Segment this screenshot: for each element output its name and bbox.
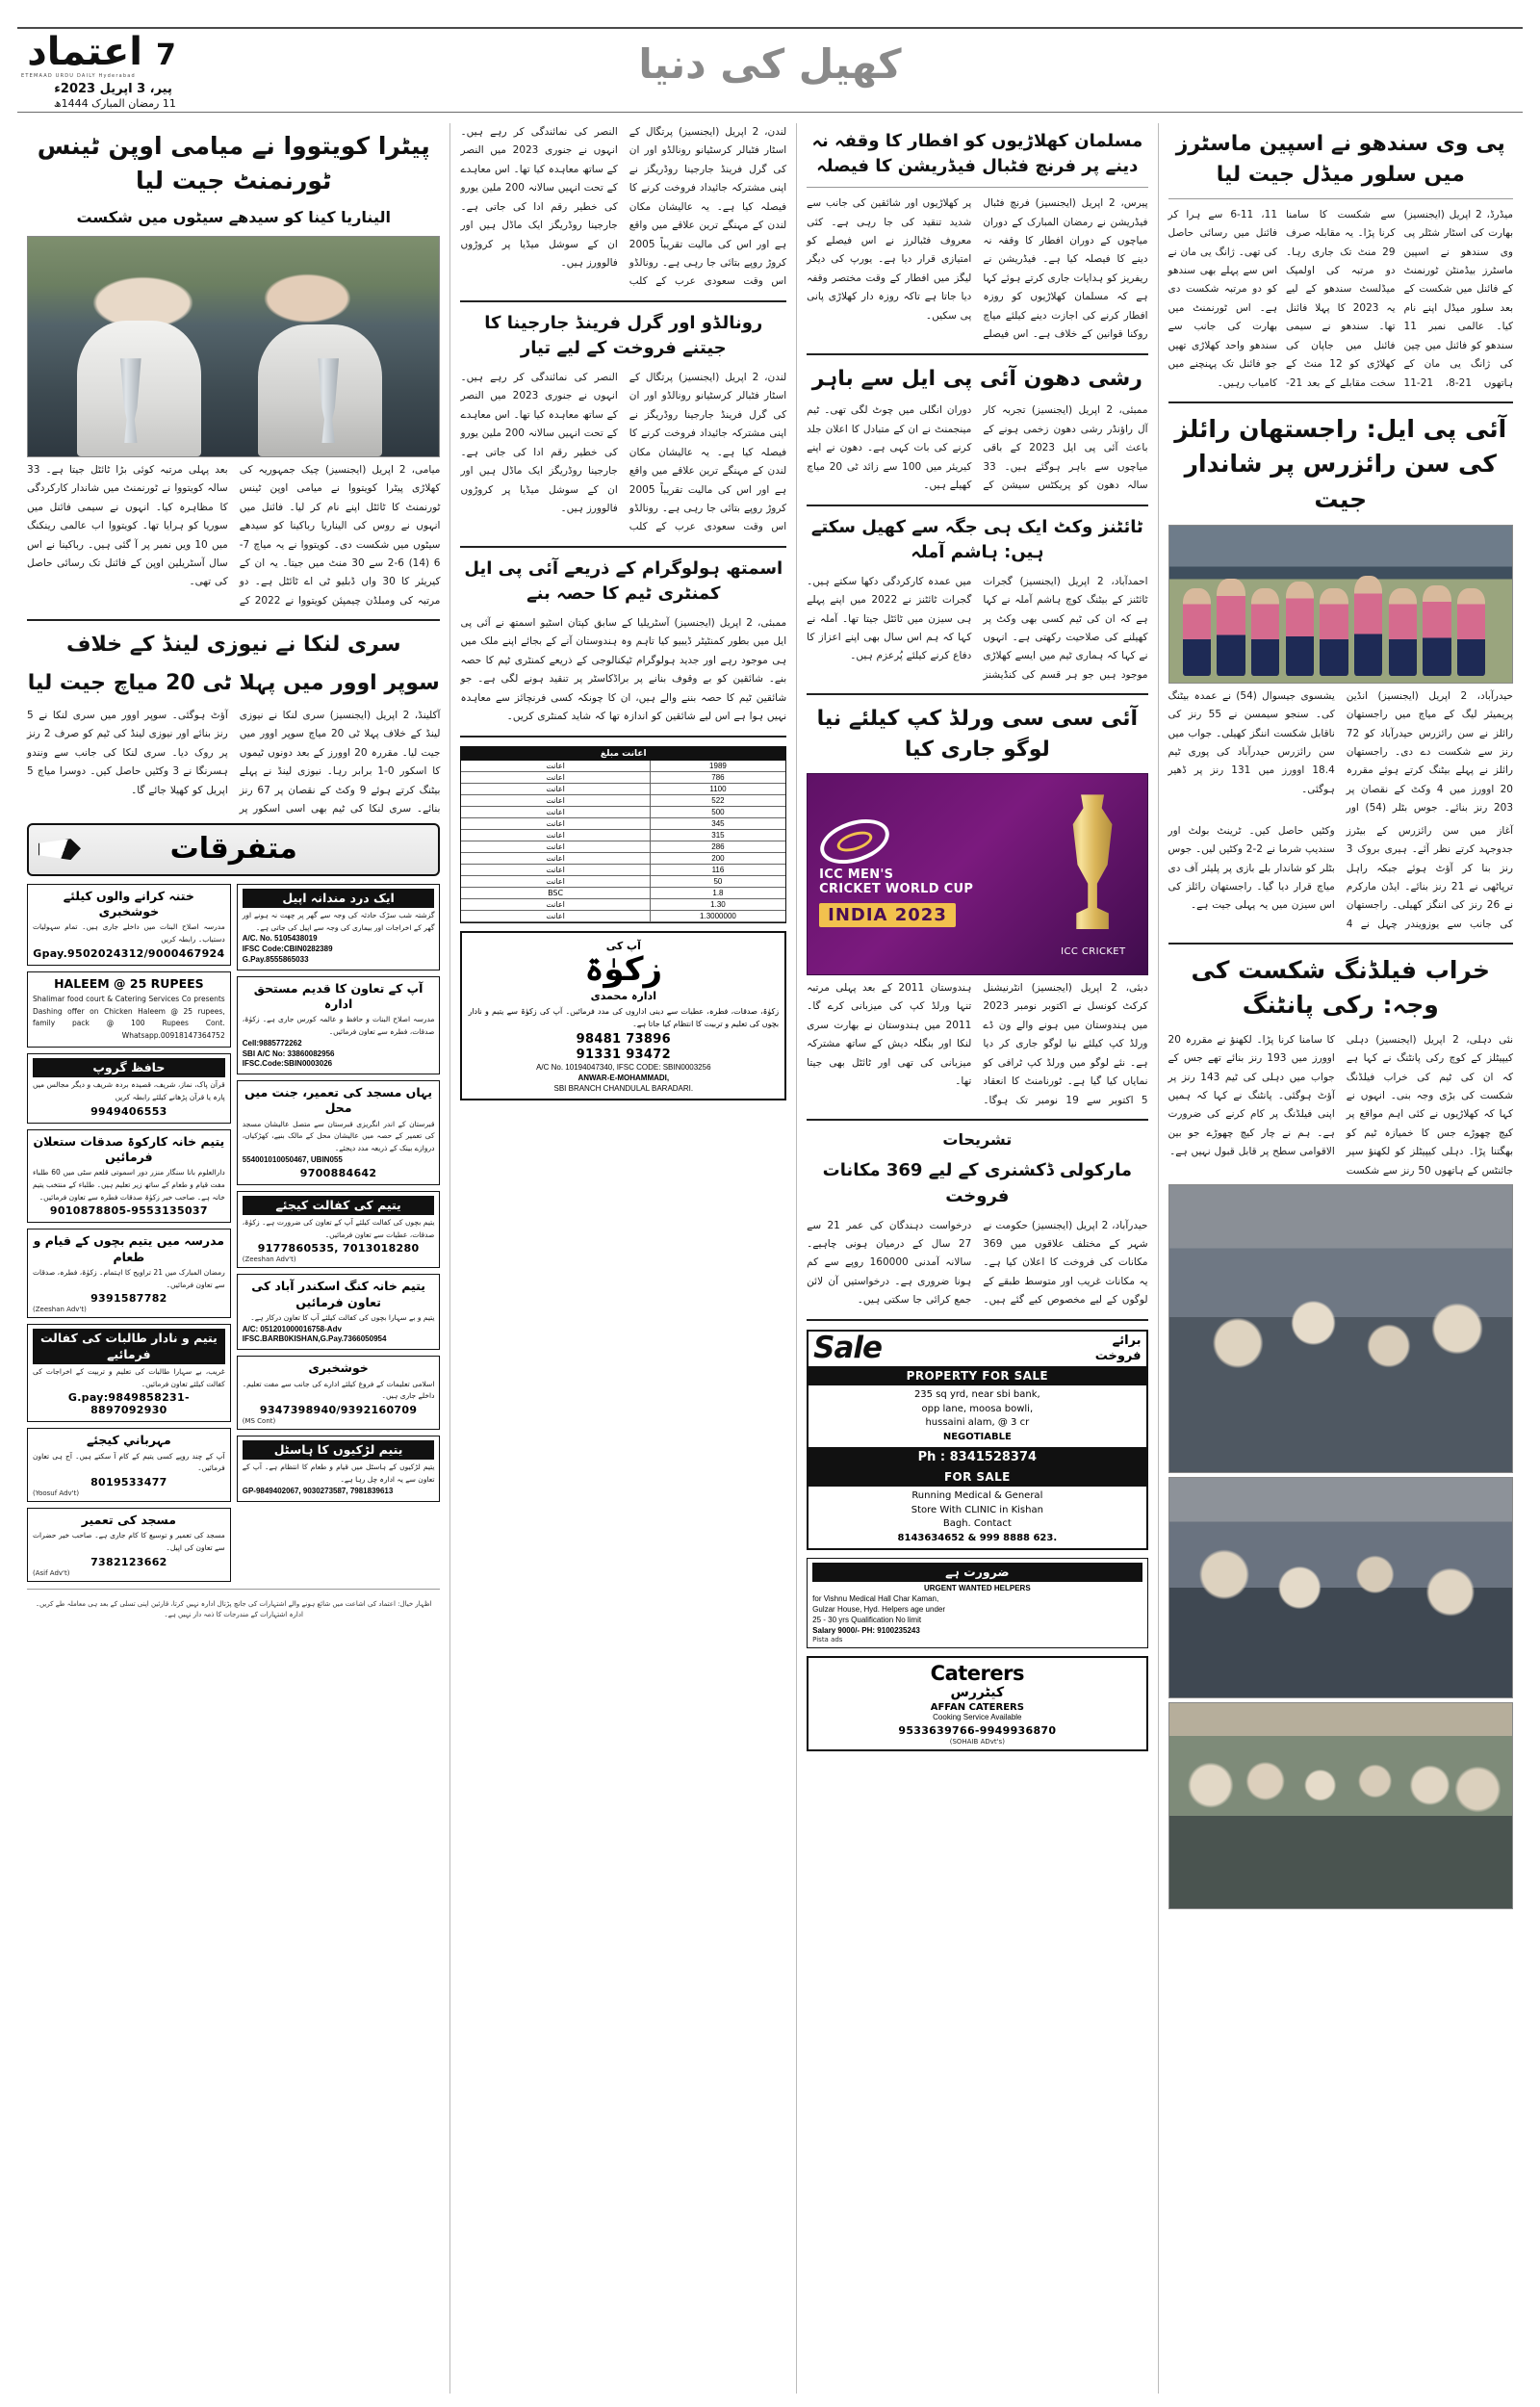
sale-detail-2: opp lane, moosa bowli, (921, 1403, 1034, 1414)
sale-phone[interactable]: Ph : 8341528374 (808, 1447, 1145, 1467)
article-french-football-iftar (807, 194, 1147, 344)
zakat-sub-label: آپ کی (605, 939, 641, 952)
donation-row (461, 795, 785, 807)
trophy-icon-right (312, 358, 345, 443)
donation-row (461, 888, 785, 899)
article-body: لندن، 2 اپریل (ایجنسیز) پرتگال کے اسٹار فٹبالر کرسٹیانو رونالڈو اور ان کی گرل فرینڈ جارجینا روڈریگز نے اپنی مشترکہ جائیداد فروخت کرنے کا فیصلہ کیا ہے۔ یہ عالیشان مکان لندن کے مہنگے ترین علاقے میں واقع ہے اور اس کی مالیت تقریباً 2005 کروڑ روپے بتائی جا رہی ہے۔ رونالڈو اس وقت سعودی عرب کے کلب النصر کی نمائندگی کر رہے ہیں۔ انہوں نے جنوری 2023 میں النصر کے ساتھ معاہدہ کیا تھا۔ اس معاہدے کے تحت انہیں سالانہ 200 ملین یورو کی خطیر رقم ادا کی جاتی ہے۔ جارجینا روڈریگز ایک ماڈل ہیں اور ان کے سوشل میڈیا پر کروڑوں فالوورز ہیں۔ (460, 371, 787, 533)
donation-label: اعانت (546, 876, 565, 886)
icc-line-1: ICC MEN'S (819, 867, 894, 883)
disclaimer-note: اظہار خیال: اعتماد کی اشاعت میں شائع ہونے والے اشتہارات کی جانچ پڑتال ادارہ نہیں کرتا، قارئین اپنی تسلی کے بعد ہی معاملہ طے کریں۔ ادارہ اشتہارات کے مندرجات کا ذمہ دار نہیں ہے۔ (35, 1599, 432, 1619)
classified-ads-column-a (237, 884, 441, 1582)
caterers-brand: AFFAN CATERERS (930, 1702, 1024, 1714)
classified-ad[interactable] (237, 884, 441, 971)
classified-ad-phone[interactable]: 7382123662 (90, 1555, 167, 1568)
classified-ad-body: غریب، بے سہارا طالبات کی تعلیم و تربیت کے اخراجات کی کفالت کیلئے تعاون فرمائیں۔ (33, 1366, 225, 1388)
classified-ad-phone[interactable]: 8019533477 (90, 1476, 167, 1489)
headline-houses-for-sale: مارکولی ڈکشنری کے لیے 369 مکانات فروخت (822, 1160, 1133, 1206)
classified-ad-title: یتیم و نادار طالبات کی کفالت فرمائیے (33, 1329, 225, 1364)
photo-kvitova-trophy (27, 236, 440, 457)
classified-ad-title: ایک درد مندانہ اپیل (243, 889, 435, 908)
caterers-phone[interactable]: 9533639766-9949936870 (898, 1724, 1057, 1738)
column-mid-left (450, 123, 797, 2394)
rule (460, 300, 786, 302)
classified-ad-body: قبرستان کے اندر انگریزی قبرستان سے متصل عالیشان مسجد کی تعمیر کے حصہ میں عالیشان محل کے مالک بنیے، کھڑکیاں، دروازے بینک کے ذریعہ مدد دیجئے۔ (242, 1119, 435, 1153)
donation-label: اعانت (546, 841, 565, 851)
article-ronaldo-property (460, 369, 786, 537)
article-body: احمدآباد، 2 اپریل (ایجنسیز) گجرات ٹائٹنز کے بیٹنگ کوچ ہاشم آملہ نے کہا ہے کہ ان کی ٹیم کسی بھی وکٹ پر کھیلنے کی صلاحیت رکھتی ہے۔ انہوں نے کہا کہ ہماری ٹیم میں ایسے کھلاڑی موجود ہیں جو ہر قسم کی کنڈیشنز میں عمدہ کارکردگی دکھا سکتے ہیں۔ گجرات ٹائٹنز نے 2022 میں اپنے پہلے ہی سیزن میں ٹائٹل جیتا تھا۔ آملہ نے کہا کہ ہم اس سال بھی اپنے اعزاز کا دفاع کرنے کیلئے پُرعزم ہیں۔ (807, 575, 1148, 681)
classified-ad-body: قرآن پاک، نماز، شریف، قصیدہ بردہ شریف و دیگر مجالس میں پارہ یا قرآن پڑھانے کیلئے رابطہ کریں (33, 1080, 225, 1101)
page-content (17, 123, 1523, 2394)
article-sindhu-silver (1168, 206, 1513, 393)
donation-amount-table (460, 746, 786, 923)
classified-ad[interactable] (237, 1080, 441, 1185)
article-srilanka-superover (27, 707, 440, 819)
article-body: نئی دہلی، 2 اپریل (ایجنسیز) دہلی کیپیٹلز کے کوچ رکی پانٹنگ نے کہا ہے کہ ان کی ٹیم کی خراب فیلڈنگ شکست کی بڑی وجہ بنی۔ انہوں نے کہا کہ کھلاڑیوں نے کئی اہم مواقع پر کیچ چھوڑے جس کا خمیازہ ٹیم کو بھگتنا پڑا۔ دہلی کیپیٹلز کو لکھنؤ سپر جائنٹس کے ہاتھوں 50 رنز سے شکست کا سامنا کرنا پڑا۔ لکھنؤ نے مقررہ 20 اوورز میں 193 رنز بنائے تھے جس کے جواب میں دہلی کی ٹیم 143 رنز پر آؤٹ ہوگئی۔ پانٹنگ نے کہا کہ ہمیں اپنی فیلڈنگ پر کام کرنے کی ضرورت ہے۔ ہم نے چار کیچ چھوڑے جو بین الاقوامی سطح پر قابل قبول نہیں ہے۔ (1168, 1033, 1513, 1177)
sale-word: Sale (813, 1331, 883, 1366)
ad-property-for-sale[interactable] (807, 1330, 1147, 1551)
classified-section-header (27, 823, 440, 876)
classified-ad-title: یتیم لڑکیوں کا ہاسٹل (243, 1440, 435, 1460)
column-far-left (17, 123, 450, 2394)
article-ponting-fielding (1168, 1031, 1513, 1180)
photo-group-portrait (1168, 1702, 1513, 1909)
article-body: آکلینڈ، 2 اپریل (ایجنسیز) سری لنکا نے نیوزی لینڈ کے خلاف پہلا ٹی 20 میاچ سوپر اوور میں جیت لیا۔ مقررہ 20 اوورز کے بعد دونوں ٹیموں کا اسکور 0-1 برابر رہا۔ نیوزی لینڈ نے پہلے بیٹنگ کرتے ہوئے 9 وکٹ کے نقصان پر 67 رنز بنائے۔ سری لنکا کی ٹیم بھی اسی اسکور پر آؤٹ ہوگئی۔ سوپر اوور میں سری لنکا نے 5 رنز بنائے اور نیوزی لینڈ کی ٹیم کو صرف 2 رنز پر روک دیا۔ سری لنکا کی جانب سے ونندو ہسرنگا نے 3 وکٹیں حاصل کیں۔ دوسرا میاچ 5 اپریل کو کھیلا جائے گا۔ (27, 710, 441, 815)
article-titans-amla (807, 573, 1147, 686)
article-ipl-rajasthan-part1 (1168, 687, 1513, 818)
classified-ad-body: اسلامی تعلیمات کے فروغ کیلئے ادارے کی جانب سے مفت تعلیم۔ داخلے جاری ہیں۔ (242, 1379, 435, 1401)
classified-ad[interactable] (27, 1129, 231, 1224)
classified-ad-body: یتیم و بے سہارا بچوں کی کفالت کیلئے آپ کا تعاون درکار ہے۔ (250, 1312, 435, 1322)
article-body: لندن، 2 اپریل (ایجنسیز) پرتگال کے اسٹار فٹبالر کرسٹیانو رونالڈو اور ان کی گرل فرینڈ جارجینا روڈریگز نے اپنی مشترکہ جائیداد فروخت کرنے کا فیصلہ کیا ہے۔ یہ عالیشان مکان لندن کے مہنگے ترین علاقے میں واقع ہے اور اس کی مالیت تقریباً 2005 کروڑ روپے بتائی جا رہی ہے۔ رونالڈو اس وقت سعودی عرب کے کلب النصر کی نمائندگی کر رہے ہیں۔ انہوں نے جنوری 2023 میں النصر کے ساتھ معاہدہ کیا تھا۔ اس معاہدے کے تحت انہیں سالانہ 200 ملین یورو کی خطیر رقم ادا کی جاتی ہے۔ جارجینا روڈریگز ایک ماڈل ہیں اور ان کے سوشل میڈیا پر کروڑوں فالوورز ہیں۔ (460, 126, 787, 288)
donation-amount: 1100 (650, 784, 785, 794)
ad-zakat-anwar-e-mohammadi[interactable] (460, 931, 786, 1101)
classified-ad[interactable] (27, 1428, 231, 1502)
classified-ad-title: مہرباني کیجئے (86, 1433, 171, 1448)
classified-ad[interactable] (27, 884, 231, 966)
helpers-ad-sign: Pista ads (812, 1636, 843, 1644)
classified-ad-signature: (Asif Adv't) (33, 1568, 70, 1577)
classified-ad-phone[interactable]: 9949406553 (90, 1104, 167, 1118)
classified-ad-title: یتیم کی کفالت کیجئے (243, 1196, 435, 1215)
classified-ad-body: گزشتہ شب سڑک حادثہ کی وجہ سے گھر پر چھت نہ ہونے اور گھر کے اخراجات اور بیماری کی وجہ سے اپیل کی جاتی ہے۔ (242, 910, 435, 932)
rule (807, 693, 1147, 695)
section-title: کھیل کی دنیا (638, 40, 902, 88)
donation-amount: 345 (650, 818, 785, 829)
rule (27, 1589, 440, 1590)
caterers-urdu: کیٹررس (950, 1685, 1005, 1701)
headline-srilanka-superover-line2: سوپر اوور میں پہلا ٹی 20 میاچ جیت لیا (27, 671, 440, 696)
classified-ad-phone[interactable]: Gpay.9502024312/9000467924 (33, 946, 225, 960)
classified-ad[interactable] (237, 1191, 441, 1269)
article-body: حیدرآباد، 2 اپریل (ایجنسیز) انڈین پریمیئر لیگ کے میاچ میں راجستھان رائلز نے سن رائزرس حیدرآباد کو 72 رنز سے شکست دے دی۔ راجستھان رائلز نے پہلے بیٹنگ کرتے ہوئے مقررہ 20 اوورز میں 4 وکٹ کے نقصان پر 203 رنز بنائے۔ جوس بٹلر (54) اور یشسوی جیسوال (54) نے عمدہ بیٹنگ کی۔ سنجو سیمسن نے 55 رنز کی ناقابل شکست اننگز کھیلی۔ جواب میں سن رائزرس حیدرآباد کی پوری ٹیم 18.4 اوورز میں 131 رنز پر ڈھیر ہوگئی۔ (1168, 689, 1513, 815)
classified-ad-account-line: A/C: 051201000016758-Adv (242, 1324, 342, 1333)
donation-amount: 200 (650, 853, 785, 864)
icc-trophy-wrap (996, 784, 1135, 965)
donation-row (461, 911, 785, 922)
classified-ad-signature: (MS Cont) (242, 1417, 276, 1425)
ad-affan-caterers[interactable] (807, 1656, 1147, 1751)
icc-badge-india: INDIA 2023 (819, 903, 956, 927)
helpers-ad-line3: 25 - 30 yrs Qualification No limit (812, 1615, 922, 1624)
headline-ipl-rajasthan: آئی پی ایل: راجستھان رائلز کی سن رائزرس پر شاندار جیت (1174, 415, 1507, 513)
classified-ad-account-line: IFSC Code:CBIN0282389 (242, 945, 333, 954)
classified-ad-body: Shalimar food court & Catering Services Co presents Dashing offer on Chicken Haleem @ 25 rupees, family pack @ 100 Rupees Cont. Whatsapp.00918147364752 (33, 994, 225, 1041)
headline-ponting-fielding: خراب فیلڈنگ شکست کی وجہ: رکی پانٹنگ (1191, 956, 1490, 1020)
article-body: حیدرآباد، 2 اپریل (ایجنسیز) حکومت نے شہر کے مختلف علاقوں میں 369 مکانات کی فروخت کا اعلان کیا ہے۔ یہ مکانات غریب اور متوسط طبقے کے لوگوں کے لیے مخصوص کیے گئے ہیں۔ درخواست دہندگان کی عمر 21 سے 27 سال کے درمیان ہونی چاہیے۔ سالانہ آمدنی 160000 روپے سے کم ہونا ضروری ہے۔ درخواستیں آن لائن جمع کرائی جا سکتی ہیں۔ (807, 1219, 1148, 1307)
donation-amount: 286 (650, 841, 785, 852)
classified-ad-phone[interactable]: 9347398940/9392160709 (259, 1404, 418, 1416)
classified-ad-account-line: SBI A/C No: 33860082956 (242, 1048, 335, 1058)
helpers-ad-urdu-title: ضرورت ہے (812, 1563, 1142, 1582)
headline-kvitova-miami-open: پیٹرا کویتووا نے میامی اوپن ٹینس ٹورنمنٹ جیت لیا (37, 132, 430, 195)
rule (1168, 198, 1513, 199)
classified-ad-title: مدرسہ میں یتیم بچوں کے قیام و طعام (33, 1233, 225, 1264)
classified-ad-account-line: G.Pay.8555865033 (242, 954, 309, 964)
icc-logo-icon (814, 812, 894, 872)
sale2-detail-1: Running Medical & General (911, 1490, 1043, 1502)
classified-ad-body: مسجد کی تعمیر و توسیع کا کام جاری ہے۔ صاحب خیر حضرات سے تعاون کی اپیل۔ (33, 1531, 225, 1553)
masthead (0, 27, 1540, 114)
sale-detail-4: NEGOTIABLE (942, 1431, 1012, 1442)
sale-detail-1: 235 sq yrd, near sbi bank, (913, 1389, 1040, 1401)
caterers-line1: Cooking Service Available (933, 1713, 1022, 1722)
article-smith-hologram (460, 614, 786, 727)
sale-bar-property: PROPERTY FOR SALE (808, 1366, 1145, 1385)
classified-ad-account-line: Cell:9885772262 (242, 1038, 302, 1048)
zakat-phone-1[interactable]: 98481 73896 (576, 1032, 671, 1048)
rule (807, 187, 1147, 188)
rule (807, 353, 1147, 355)
sale-detail-3: hussaini alam, @ 3 cr (925, 1417, 1030, 1429)
classified-ad-body: آپ کے چند روپے کسی یتیم کے کام آ سکتے ہیں۔ آج ہی تعاون فرمائیں۔ (33, 1451, 225, 1473)
headline-sindhu-silver: پی وی سندھو نے اسپین ماسٹرز میں سلور میڈل جیت لیا (1175, 132, 1505, 187)
classified-ad-title: یہاں مسجد کی تعمیر، جنت میں محل (244, 1085, 433, 1116)
donation-row (461, 841, 785, 853)
classified-ad-body: رمضان المبارک میں 21 تراویح کا اہتمام۔ زکوٰۃ، فطرہ، صدقات سے تعاون فرمائیں۔ (33, 1267, 225, 1289)
photo-gathering-1 (1168, 1184, 1513, 1473)
donation-label: اعانت (546, 772, 565, 782)
classified-ad-account-line: 554001010050467, UBIN055 (242, 1154, 343, 1164)
rule (27, 619, 440, 621)
classified-ad[interactable] (27, 1229, 231, 1318)
classified-ad-signature: (Zeeshan Adv't) (242, 1255, 296, 1264)
classified-ad-title: مسجد کی تعمیر (81, 1513, 177, 1528)
article-body: دبئی، 2 اپریل (ایجنسیز) انٹرنیشنل کرکٹ کونسل نے اکتوبر نومبر 2023 میں ہندوستان میں ہونے والے ون ڈے ورلڈ کپ کیلئے نیا لوگو جاری کر دیا ہے۔ نئے لوگو میں ورلڈ کپ ٹرافی کو نمایاں کیا گیا ہے۔ ٹورنامنٹ کا انعقاد 5 اکتوبر سے 19 نومبر تک ہوگا۔ ہندوستان 2011 کے بعد پہلی مرتبہ تنہا ورلڈ کپ کی میزبانی کرے گا۔ 2011 میں ہندوستان نے بھارت سری لنکا اور بنگلہ دیش کے ساتھ مشترکہ میزبانی کی تھی اور ٹائٹل بھی جیتا تھا۔ (807, 982, 1148, 1106)
donation-row (461, 772, 785, 784)
donation-row (461, 761, 785, 772)
classified-ad-signature: (Yoosuf Adv't) (33, 1489, 80, 1498)
sale2-detail-3: Bagh. Contact (942, 1518, 1012, 1530)
publication-subtitle: ETEMAAD URDU DAILY Hyderabad (21, 73, 136, 79)
publication-logo: اعتماد (27, 30, 142, 74)
classified-ad-account-line: IFSC.BARB0KISHAN,G.Pay.7366050954 (242, 1334, 387, 1344)
masthead-bottom-rule (17, 112, 1523, 113)
icc-world-cup-banner (807, 773, 1147, 975)
classified-ad-body: مدرسہ اصلاح البنات میں داخلے جاری ہیں۔ تمام سہولیات دستیاب۔ رابطہ کریں (33, 922, 225, 944)
helpers-ad-heading: URGENT WANTED HELPERS (924, 1584, 1031, 1593)
zakat-account: A/C No. 10194047340, IFSC CODE: SBIN0003256 (536, 1063, 711, 1073)
donation-amount: 1.8 (650, 888, 785, 898)
donation-label: اعانت (546, 865, 565, 874)
zakat-branch: SBI BRANCH CHANDULAL BARADARI. (553, 1083, 694, 1093)
article-body: پیرس، 2 اپریل (ایجنسیز) فرنچ فٹبال فیڈریشن نے رمضان المبارک کے دوران میاچوں کے دوران افطار کا وقفہ نہ دینے کا فیصلہ کیا ہے۔ فیڈریشن نے ریفریز کو ہدایات جاری کرتے ہوئے کہا ہے کہ مسلمان کھلاڑیوں کو روزہ افطار کرنے کی اجازت دینے کیلئے میاچ روکنا قوانین کے خلاف ہے۔ اس فیصلے پر کھلاڑیوں اور شائقین کی جانب سے شدید تنقید کی جا رہی ہے۔ کئی معروف فٹبالرز نے اس فیصلے کو امتیازی قرار دیا ہے۔ یورپ کی دیگر لیگز میں افطار کے وقت مختصر وقفہ دیا جاتا ہے تاکہ روزہ دار کھلاڑی پانی پی سکیں۔ (807, 197, 1148, 341)
donation-label: اعانت (546, 818, 565, 828)
page-number: 7 (156, 39, 176, 72)
donation-label: اعانت (546, 784, 565, 793)
article-kvitova-miami-open (27, 461, 440, 610)
classified-ad-body: یتیم بچوں کی کفالت کیلئے آپ کے تعاون کی ضرورت ہے۔ زکوٰۃ، صدقات، عطیات سے تعاون فرمائیں۔ (242, 1217, 435, 1239)
trophy-icon (1064, 794, 1121, 929)
article-continued-top (460, 123, 786, 292)
article-body: آغاز میں سن رائزرس کے بیٹرز جدوجہد کرتے نظر آئے۔ ہیری بروک 3 رنز بنا کر آؤٹ ہوئے جبکہ راہل ترپاٹھی نے 21 رنز بنائے۔ ایڈن مارکرم نے 26 رنز کی اننگز کھیلی۔ راجستھان کی جانب سے یوزویندر چہل نے 4 وکٹیں حاصل کیں۔ ٹرینٹ بولٹ اور سندیپ شرما نے 2-2 وکٹیں لیں۔ جوس بٹلر کو شاندار بلے بازی پر پلیئر آف دی میاچ قرار دیا گیا۔ راجستھان رائلز کی اس سیزن میں یہ پہلی جیت ہے۔ (1168, 824, 1513, 930)
sale-details-2 (808, 1487, 1145, 1548)
article-houses-for-sale (807, 1217, 1147, 1310)
donation-label: BSC (548, 888, 564, 897)
donation-amount: 522 (650, 795, 785, 806)
donation-label: اعانت (546, 807, 565, 816)
donation-amount: 1.3000000 (650, 911, 785, 921)
article-body: ممبئی، 2 اپریل (ایجنسیز) تجربہ کار آل راؤنڈر رشی دھون زخمی ہونے کے باعث آئی پی ایل 2023 کے باقی میاچوں سے باہر ہوگئے ہیں۔ 33 سالہ دھون کو پریکٹس سیشن کے دوران انگلی میں چوٹ لگی تھی۔ ٹیم مینجمنٹ نے ان کے متبادل کا اعلان جلد کرنے کی بات کہی ہے۔ دھون نے اپنے کیریئر میں 100 سے زائد ٹی 20 میاچ کھیلے ہیں۔ (807, 404, 1148, 492)
sale-details (808, 1385, 1145, 1447)
donation-amount: 315 (650, 830, 785, 841)
sale-bar-forsale: FOR SALE (808, 1467, 1145, 1487)
article-rishi-dhawan-out (807, 401, 1147, 495)
classified-ad-title: خوشخبری (308, 1360, 369, 1376)
icc-banner-text (819, 821, 984, 927)
article-body: میامی، 2 اپریل (ایجنسیز) چیک جمہوریہ کی کھلاڑی پیٹرا کویتووا نے میامی اوپن ٹینس ٹورنمنٹ کا ٹائٹل اپنے نام کر لیا۔ فائنل میں انہوں نے روس کی الیناریا رباکینا کو سیدھے سیٹوں میں شکست دی۔ کویتووا نے یہ میاچ 7-6 (14) 6-2 سے 30 منٹ میں جیتا۔ یہ ان کے کیریئر کا 30 واں ڈبلیو ٹی اے ٹائٹل ہے۔ دو مرتبہ کی ومبلڈن چیمپئن کویتووا نے 2022 کے بعد پہلی مرتبہ کوئی بڑا ٹائٹل جیتا ہے۔ 33 سالہ کویتووا نے ٹورنمنٹ میں شاندار کارکردگی کا مظاہرہ کیا۔ انہوں نے سیمی فائنل میں سوریا کو ہرایا تھا۔ کویتووا اب عالمی رینکنگ میں 10 ویں نمبر پر آ گئی ہیں۔ رباکینا نے اس سال آسٹریلین اوپن کے فائنل تک رسائی حاصل کی تھی۔ (27, 463, 441, 607)
rule (1168, 943, 1513, 945)
sale-urdu-line1: برائے (1112, 1333, 1142, 1348)
classified-ad-account-line: GP-9849402067, 9030273587, 7981839613 (242, 1486, 394, 1495)
headline-titans-amla: ٹائٹنز وکٹ ایک ہی جگہ سے کھیل سکتے ہیں: ہاشم آملہ (810, 516, 1143, 562)
classified-ad-phone[interactable]: 9010878805-9553135037 (49, 1204, 208, 1218)
section-title-wrap (0, 40, 1540, 88)
headline-ronaldo-property: رونالڈو اور گرل فرینڈ جارجینا کا جیتنے فروخت کے لیے تیار (484, 312, 763, 358)
icc-footer-label: ICC CRICKET (1061, 946, 1126, 958)
classified-ad[interactable] (27, 1053, 231, 1124)
donation-amount: 1989 (650, 761, 785, 771)
classified-ad-account-line: IFSC.Code:SBIN0003026 (242, 1059, 333, 1069)
donation-row (461, 899, 785, 911)
classified-ad-phone[interactable]: 9700884642 (299, 1166, 377, 1179)
sale2-detail-2: Store With CLINIC in Kishan (911, 1504, 1043, 1515)
article-body: میڈرڈ، 2 اپریل (ایجنسیز) بھارت کی اسٹار شٹلر پی وی سندھو نے اسپین ماسٹرز بیڈمنٹن ٹورنمنٹ کے فائنل میں شکست کے بعد سلور میڈل اپنے نام کیا۔ عالمی نمبر 11 سندھو کو فائنل میں چین کی ژانگ یی مان کے ہاتھوں 21-8، 21-11 سے شکست کا سامنا کرنا پڑا۔ یہ مقابلہ صرف 29 منٹ تک جاری رہا۔ دو مرتبہ کی اولمپک میڈلسٹ سندھو کے لیے یہ 2023 کا پہلا فائنل تھا۔ سندھو نے سیمی فائنل میں جاپان کی کھلاڑی کو 12 منٹ کے سخت مقابلے کے بعد 21-11، 11-6 سے ہرا کر فائنل میں رسائی حاصل کی تھی۔ ژانگ یی مان نے اس سے پہلے بھی سندھو کو دو مرتبہ شکست دی ہے۔ اس ٹورنمنٹ میں بھارت کی جانب سے سندھو واحد کھلاڑی تھیں جو فائنل تک پہنچنے میں کامیاب رہیں۔ (1168, 208, 1514, 389)
classified-ads-column-b (27, 884, 231, 1582)
donation-amount: 116 (650, 865, 785, 875)
classified-ad-title: یتیم خانہ کارکوۃ صدقات ستعلان فرمائیں (33, 1133, 225, 1164)
donation-label: اعانت (546, 911, 565, 920)
sale-urdu-line2: فروخت (1094, 1348, 1142, 1363)
ad-urgent-wanted-helpers[interactable] (807, 1558, 1147, 1648)
classified-ad-phone[interactable]: G.pay:9849858231-8897092930 (67, 1391, 190, 1417)
classified-ad[interactable] (27, 971, 231, 1048)
helpers-ad-line4[interactable]: Salary 9000/- PH: 9100235243 (812, 1625, 920, 1635)
headline-rishi-dhawan-out: رشی دھون آئی پی ایل سے باہر (811, 366, 1142, 391)
headline-srilanka-superover-line1: سری لنکا نے نیوزی لینڈ کے خلاف (65, 633, 401, 658)
classified-ad[interactable] (27, 1324, 231, 1422)
classified-ad-title: حافظ گروپ (33, 1058, 225, 1077)
rule (460, 546, 786, 548)
donation-label: اعانت (546, 853, 565, 863)
donation-label: اعانت (546, 830, 565, 840)
classified-ad[interactable] (237, 976, 441, 1074)
helpers-ad-line2: Gulzar House, Hyd. Helpers age under (812, 1605, 946, 1615)
classified-ad-title: ختنہ کرانے والوں کیلئے خوشخبری (63, 888, 194, 919)
donation-amount: 1.30 (650, 899, 785, 910)
subhead-kvitova: الیناریا کینا کو سیدھے سیٹوں میں شکست (76, 207, 391, 226)
classified-ad-account-line: A/C. No. 5105438019 (242, 934, 318, 944)
issue-date: پیر، 3 اپریل 2023ء (54, 82, 172, 96)
zakat-body: زکوٰۃ، صدقات، فطرہ، عطیات سے دینی اداروں کی مدد فرمائیں۔ آپ کی زکوٰۃ سے یتیم و نادار بچوں کی تعلیم و تربیت کا انتظام کیا جاتا ہے۔ (468, 1006, 780, 1029)
donation-row (461, 830, 785, 841)
classified-ad[interactable] (27, 1508, 231, 1582)
classified-title: متفرقات (169, 831, 297, 866)
donation-table-body (461, 761, 785, 922)
classified-ads-grid (27, 884, 440, 1582)
classified-ad-title: آپ کے تعاون کا قدیم مستحق ادارہ (253, 980, 424, 1011)
donation-row (461, 818, 785, 830)
headline-icc-worldcup-logo: آئی سی سی ورلڈ کپ کیلئے نیا لوگو جاری کیا (816, 707, 1138, 763)
donation-row (461, 876, 785, 888)
column-mid-right (797, 123, 1158, 2394)
rule (807, 1119, 1147, 1121)
rule (1168, 401, 1513, 403)
zakat-headline: زکوٰۃ (584, 949, 663, 989)
classified-ad-body: دارالعلوم بانا سنگار منزر دور اسموتی قلعم سٹی میں 60 طلباء مفت قیام و طعام کے ساتھ زیر تعلیم ہیں۔ طلباء کے منتخب یتیم خانہ ہے۔ صاحب خیر زکوٰۃ صدقات فطرہ سے تعاون فرمائیں۔ (33, 1168, 225, 1202)
rule (807, 1319, 1147, 1321)
sale2-phone[interactable]: 8143634652 & 999 8888 623. (897, 1532, 1058, 1543)
pen-icon (38, 839, 81, 860)
photo-rajasthan-royals-celebration (1168, 525, 1513, 684)
zakat-phone-2[interactable]: 91331 93472 (576, 1048, 671, 1063)
donation-label: اعانت (546, 761, 565, 770)
classified-ad-body: یتیم لڑکیوں کے ہاسٹل میں قیام و طعام کا انتظام ہے۔ آپ کے تعاون سے یہ ادارہ چل رہا ہے۔ (242, 1462, 435, 1484)
donation-amount: 500 (650, 807, 785, 817)
masthead-top-rule (17, 27, 1523, 29)
trophy-icon-left (115, 358, 147, 443)
article-body: ممبئی، 2 اپریل (ایجنسیز) آسٹریلیا کے سابق کپتان اسٹیو اسمتھ نے آئی پی ایل میں بطور کمنٹیٹر ڈیبیو کیا تاہم وہ ہندوستان آنے کے بجائے اپنے ملک میں ہی موجود رہے اور جدید ہولوگرام ٹیکنالوجی کے ذریعے کمنٹری ٹیم کا حصہ بنے۔ شائقین کو بے وقوف بنانے پر براڈکاسٹر پر تنقید ہونے لگی ہے۔ جو شائقین ٹیم کا حصہ بننے والے ہیں، ان کا چونکہ کسی فرنچائز سے معاہدہ نہیں ہوا ہے اس لیے شائقین کو اندازہ تھا کہ شاید کمنٹری کریں۔ (460, 616, 787, 723)
rule (460, 736, 786, 738)
photo-gathering-2 (1168, 1477, 1513, 1698)
donation-label: اعانت (546, 899, 565, 909)
issue-hijri-date: 11 رمضان المبارک 1444ھ (53, 97, 176, 110)
zakat-brand: ادارہ محمدی (590, 989, 656, 1002)
article-ipl-rajasthan-part2 (1168, 822, 1513, 935)
rule (807, 505, 1147, 506)
headline-smith-hologram: اسمتھ ہولوگرام کے ذریعے آئی پی ایل کمنٹری ٹیم کا حصہ بنے (464, 557, 783, 604)
donation-row (461, 865, 785, 876)
classified-ad-body: مدرسہ اصلاح البنات و حافظ و عالمہ کورس جاری ہے۔ زکوٰۃ، صدقات، فطرہ سے تعاون فرمائیں۔ (242, 1015, 435, 1036)
tashreeh-title: تشریحات (942, 1130, 1013, 1150)
classified-ad-phone[interactable]: 9391587782 (90, 1292, 167, 1306)
caterers-sign: (SOHAIB ADvt's) (949, 1738, 1005, 1747)
icc-line-2: CRICKET WORLD CUP (819, 882, 974, 897)
caterers-name: Caterers (930, 1662, 1024, 1686)
donation-amount: 50 (650, 876, 785, 887)
sale-header (808, 1332, 1145, 1367)
column-far-right (1159, 123, 1523, 2394)
article-icc-worldcup-logo (807, 979, 1147, 1110)
classified-ad[interactable] (237, 1356, 441, 1430)
donation-amount: 786 (650, 772, 785, 783)
donation-row (461, 807, 785, 818)
zakat-account-name: ANWAR-E-MOHAMMADI, (578, 1073, 670, 1082)
classified-ad-title: یتیم خانہ کنگ اسکندر آباد کی تعاون فرمائیں (251, 1279, 425, 1309)
donation-row (461, 784, 785, 795)
helpers-ad-line1: for Vishnu Medical Hall Char Kaman, (812, 1594, 939, 1604)
donation-table-header: اعانت مبلغ (461, 747, 785, 761)
sale-urdu-label (1095, 1333, 1142, 1365)
classified-ad-signature: (Zeeshan Adv't) (33, 1306, 87, 1314)
classified-ad[interactable] (237, 1436, 441, 1502)
headline-french-football-iftar: مسلمان کھلاڑیوں کو افطار کا وقفہ نہ دینے پر فرنچ فٹبال فیڈریشن کا فیصلہ (811, 131, 1143, 177)
donation-row (461, 853, 785, 865)
classified-ad[interactable] (237, 1274, 441, 1350)
classified-ad-phone[interactable]: 9177860535, 7013018280 (257, 1242, 420, 1255)
classified-ad-title: HALEEM @ 25 RUPEES (54, 975, 204, 991)
donation-label: اعانت (546, 795, 565, 805)
